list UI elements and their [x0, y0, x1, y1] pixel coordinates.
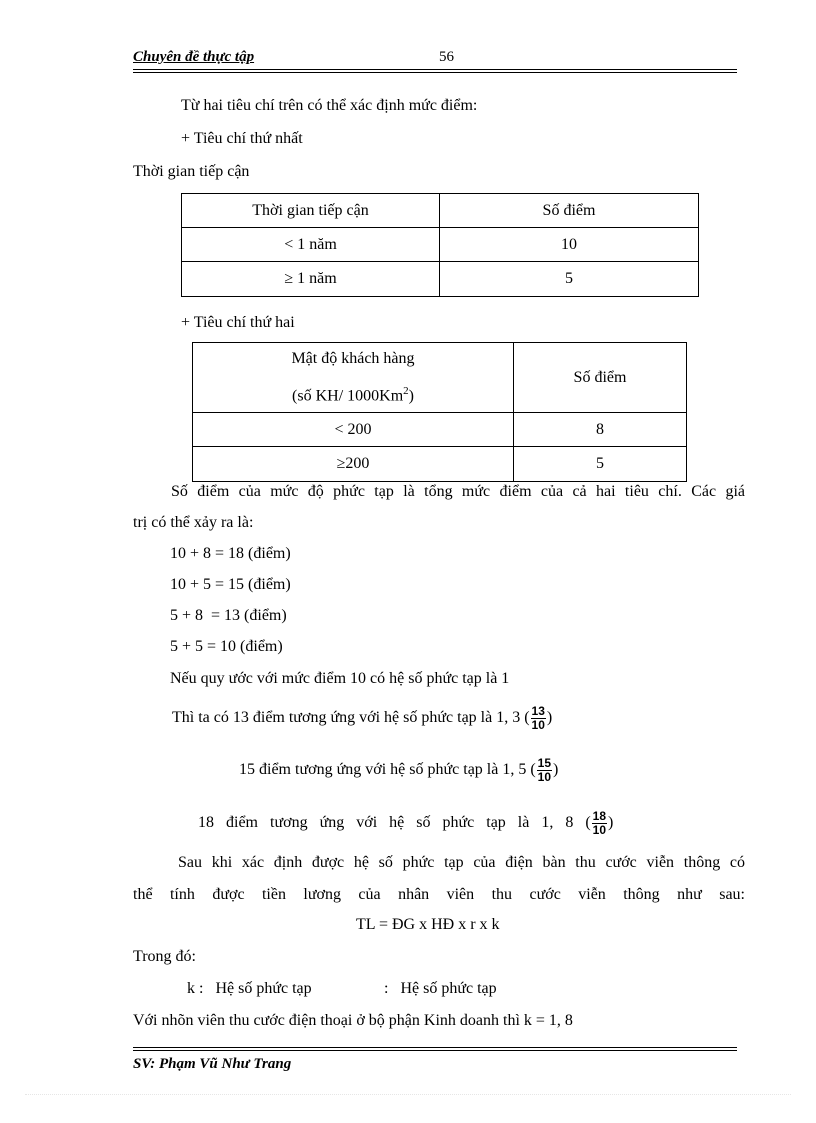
table-cell: 5	[514, 447, 687, 482]
sum-paragraph-line2: trị có thể xảy ra là:	[133, 514, 254, 531]
table-header-cell: Số điểm	[514, 343, 687, 413]
fraction	[592, 810, 607, 837]
criterion2-label: + Tiêu chí thứ hai	[181, 314, 295, 331]
table-header-row	[193, 343, 687, 413]
fraction-denominator: 10	[592, 822, 607, 837]
coefficient-text: 18 điểm tương ứng với hệ số phức tạp là 1, 8 (	[198, 814, 591, 831]
salary-line1: Sau khi xác định được hệ số phức tạp của điện bàn thu cước viễn thông có	[178, 854, 745, 871]
footer-rule-bottom	[133, 1050, 737, 1051]
header-title: Chuyên đề thực tập	[133, 49, 255, 65]
density-unit-prefix: (số KH/ 1000Km	[292, 387, 404, 405]
table-header-cell: Thời gian tiếp cận	[182, 194, 440, 228]
table-header-cell: Số điểm	[440, 194, 699, 228]
density-unit-superscript: 2	[403, 385, 409, 397]
footer-student: SV: Phạm Vũ Như Trang	[133, 1056, 292, 1072]
coefficient-line-15	[239, 752, 558, 788]
fraction-denominator: 10	[537, 769, 552, 784]
table-cell: < 1 năm	[182, 228, 440, 262]
criterion1-label: + Tiêu chí thứ nhất	[181, 130, 303, 147]
table-cell: ≥200	[193, 447, 514, 482]
coefficient-close: )	[608, 814, 614, 831]
coefficient-text: Thì ta có 13 điểm tương ứng với hệ số phức tạp là 1, 3 (	[172, 709, 530, 726]
table-row	[193, 447, 687, 482]
salary-line2: thể tính được tiền lương của nhân viên thu cước viễn thông như sau:	[133, 886, 745, 903]
table-cell: ≥ 1 năm	[182, 262, 440, 297]
header-rule-top	[133, 69, 737, 70]
final-line: Với nhõn viên thu cước điện thoại ở bộ phận Kinh doanh thì k = 1, 8	[133, 1012, 573, 1029]
fraction-numerator: 13	[531, 703, 545, 718]
criterion1-subtitle: Thời gian tiếp cận	[133, 163, 250, 180]
intro-text: Từ hai tiêu chí trên có thể xác định mức điểm:	[181, 97, 478, 114]
table-header-row	[182, 194, 699, 228]
fraction	[531, 705, 546, 732]
sum-item: 10 + 8 = 18 (điểm)	[170, 545, 291, 562]
page-bottom-dotted-line	[25, 1094, 791, 1095]
salary-formula: TL = ĐG x HĐ x r x k	[356, 916, 500, 933]
where-label: Trong đó:	[133, 948, 196, 965]
sum-item: 10 + 5 = 15 (điểm)	[170, 576, 291, 593]
coefficient-line-18	[198, 805, 613, 841]
density-unit-suffix: )	[408, 387, 414, 405]
page-number: 56	[439, 49, 454, 65]
density-header-line1: Mật độ khách hàng	[291, 350, 415, 367]
criterion2-table	[192, 342, 687, 482]
table-cell: 8	[514, 413, 687, 447]
coefficient-close: )	[546, 709, 553, 726]
coefficient-text: 15 điểm tương ứng với hệ số phức tạp là 1, 5 (	[239, 761, 536, 778]
density-header-line2	[193, 375, 513, 412]
sum-item: 5 + 8 = 13 (điểm)	[170, 607, 287, 624]
table-row	[193, 413, 687, 447]
sum-paragraph-line1: Số điểm của mức độ phức tạp là tổng mức điểm của cả hai tiêu chí. Các giá	[171, 483, 745, 500]
where-k-extra: : Hệ số phức tạp	[384, 980, 497, 997]
table-cell: < 200	[193, 413, 514, 447]
coefficient-line-13	[172, 700, 552, 736]
table-header-cell	[193, 343, 514, 413]
footer-rule-top	[133, 1047, 737, 1048]
fraction-numerator: 15	[537, 755, 552, 770]
header-rule-bottom	[133, 72, 737, 73]
criterion1-table	[181, 193, 699, 297]
table-row	[182, 228, 699, 262]
fraction	[537, 757, 552, 784]
convention-text: Nếu quy ước với mức điểm 10 có hệ số phức tạp là 1	[170, 670, 510, 687]
fraction-numerator: 18	[592, 808, 607, 823]
coefficient-close: )	[553, 761, 559, 778]
table-cell: 10	[440, 228, 699, 262]
table-row	[182, 262, 699, 297]
where-k: k : Hệ số phức tạp	[187, 980, 312, 997]
sum-item: 5 + 5 = 10 (điểm)	[170, 638, 283, 655]
fraction-denominator: 10	[531, 717, 545, 732]
table-cell: 5	[440, 262, 699, 297]
